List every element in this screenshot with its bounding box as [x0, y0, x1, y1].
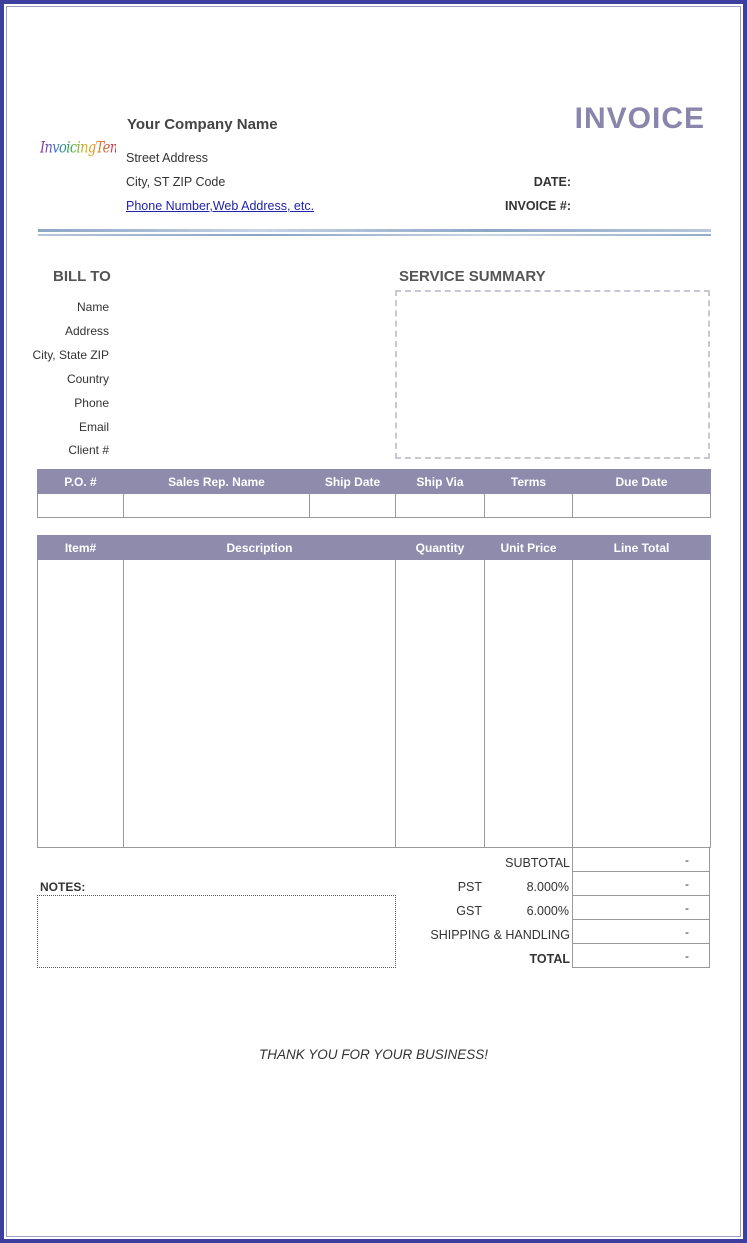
description-header: Description	[124, 536, 396, 560]
bill-to-address-label: Address	[64, 324, 109, 338]
gst-value: -	[572, 896, 710, 920]
due-date-header: Due Date	[573, 470, 711, 494]
pst-value: -	[572, 872, 710, 896]
company-name: Your Company Name	[127, 116, 278, 133]
pst-label: PST	[457, 880, 482, 894]
bill-to-city-label: City, State ZIP	[32, 348, 109, 362]
bill-to-phone-label: Phone	[74, 396, 109, 410]
quantity-cell[interactable]	[396, 560, 485, 848]
ship-via-header: Ship Via	[396, 470, 485, 494]
po-cell[interactable]	[38, 494, 124, 518]
quantity-header: Quantity	[396, 536, 485, 560]
sales-rep-header: Sales Rep. Name	[124, 470, 310, 494]
terms-header: Terms	[485, 470, 573, 494]
invoice-number-label: INVOICE #:	[505, 199, 571, 213]
line-total-cell[interactable]	[573, 560, 711, 848]
notes-box[interactable]	[37, 895, 396, 968]
ship-date-cell[interactable]	[310, 494, 396, 518]
company-contact-link[interactable]: Phone Number,Web Address, etc.	[126, 199, 315, 213]
sales-rep-cell[interactable]	[124, 494, 310, 518]
terms-cell[interactable]	[485, 494, 573, 518]
bill-to-title: BILL TO	[53, 268, 111, 285]
header-divider-secondary	[38, 234, 711, 236]
invoice-title: INVOICE	[574, 102, 705, 135]
gst-rate[interactable]: 6.000%	[526, 904, 569, 918]
bill-to-email-label: Email	[78, 420, 109, 434]
thank-you-message: THANK YOU FOR YOUR BUSINESS!	[258, 1047, 489, 1062]
ship-via-cell[interactable]	[396, 494, 485, 518]
shipping-label: SHIPPING & HANDLING	[430, 928, 570, 942]
unit-price-header: Unit Price	[485, 536, 573, 560]
shipping-value[interactable]: -	[572, 920, 710, 944]
unit-price-cell[interactable]	[485, 560, 573, 848]
company-city: City, ST ZIP Code	[126, 175, 226, 189]
company-street: Street Address	[126, 151, 208, 165]
header-divider	[38, 229, 711, 232]
pst-rate[interactable]: 8.000%	[526, 880, 569, 894]
due-date-cell[interactable]	[573, 494, 711, 518]
po-header: P.O. #	[38, 470, 124, 494]
subtotal-value: -	[572, 848, 710, 872]
service-summary-title: SERVICE SUMMARY	[399, 268, 546, 285]
line-items-table	[37, 535, 711, 848]
bill-to-name-label: Name	[76, 300, 109, 314]
subtotal-label: SUBTOTAL	[505, 856, 570, 870]
gst-label: GST	[456, 904, 482, 918]
ship-date-header: Ship Date	[310, 470, 396, 494]
bill-to-country-label: Country	[66, 372, 109, 386]
company-logo: InvoicingTemplate	[40, 131, 116, 167]
date-label: DATE:	[533, 175, 571, 189]
total-value: -	[572, 944, 710, 968]
notes-label: NOTES:	[40, 880, 86, 894]
bill-to-client-label: Client #	[68, 443, 109, 457]
item-number-cell[interactable]	[38, 560, 124, 848]
order-info-table	[37, 469, 711, 518]
description-cell[interactable]	[124, 560, 396, 848]
total-label: TOTAL	[529, 952, 570, 966]
service-summary-box[interactable]	[395, 290, 710, 459]
line-total-header: Line Total	[573, 536, 711, 560]
item-number-header: Item#	[38, 536, 124, 560]
